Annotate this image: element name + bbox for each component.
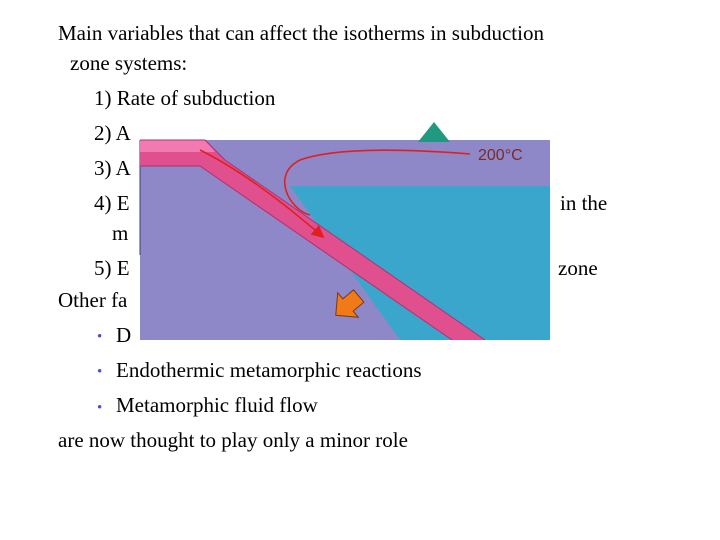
intro-line-2: zone systems: <box>70 51 188 75</box>
slab-top-layer <box>140 140 215 152</box>
bullet-dot: • <box>97 364 103 380</box>
bullet-3: Metamorphic fluid flow <box>116 393 318 417</box>
item-1: 1) Rate of subduction <box>94 86 276 110</box>
item-4-tail: in the <box>560 191 608 215</box>
other-factors-line: Other fa <box>58 288 128 312</box>
isotherm-label: 200°C <box>478 147 523 164</box>
bullet-2: Endothermic metamorphic reactions <box>116 358 422 382</box>
closing-line: are now thought to play only a minor role <box>58 428 408 452</box>
item-4: 4) E <box>94 191 130 215</box>
item-2: 2) A <box>94 121 131 145</box>
item-5: 5) E <box>94 256 130 280</box>
bullet-dot: • <box>97 400 103 416</box>
item-4-continuation: m <box>112 221 129 245</box>
bullet-1: D <box>116 323 132 347</box>
bullet-dot: • <box>97 329 103 345</box>
volcano <box>418 122 450 142</box>
item-5-tail: zone <box>558 256 598 280</box>
item-3: 3) A <box>94 156 131 180</box>
intro-line-1: Main variables that can affect the isotherms in subduction <box>58 21 544 45</box>
